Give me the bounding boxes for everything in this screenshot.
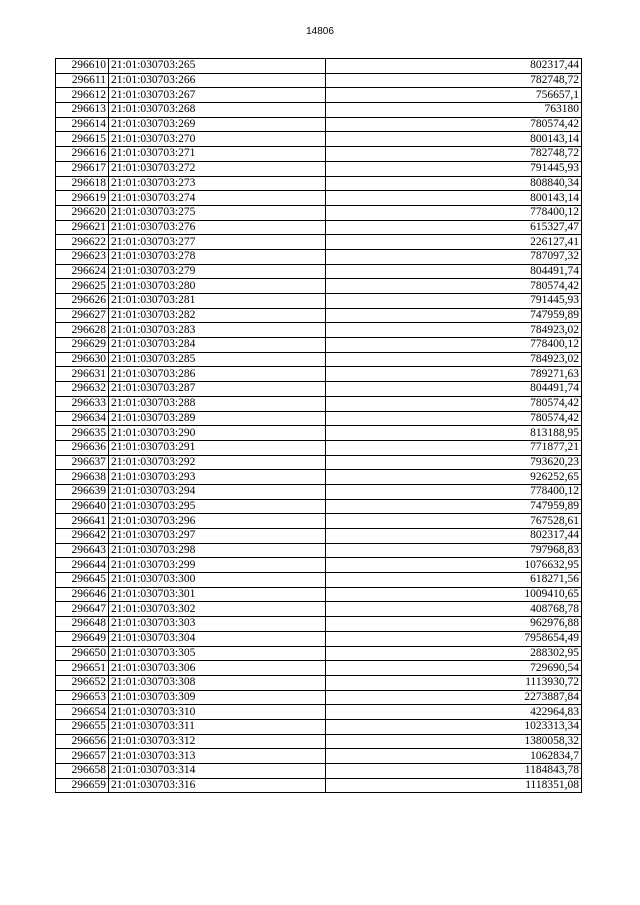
row-number-cell: 296617 — [56, 161, 109, 176]
table-row — [56, 675, 582, 690]
cadastral-value-cell: 763180 — [326, 103, 582, 118]
row-number-cell: 296638 — [56, 470, 109, 485]
table-row — [56, 602, 582, 617]
cadastral-value-cell: 804491,74 — [326, 264, 582, 279]
cadastral-number-cell: 21:01:030703:284 — [109, 338, 326, 353]
cadastral-value-cell: 780574,42 — [326, 117, 582, 132]
cadastral-value-cell: 408768,78 — [326, 602, 582, 617]
cadastral-value-cell: 780574,42 — [326, 396, 582, 411]
row-number-cell: 296657 — [56, 749, 109, 764]
cadastral-number-cell: 21:01:030703:285 — [109, 352, 326, 367]
cadastral-number-cell: 21:01:030703:279 — [109, 264, 326, 279]
table-row — [56, 764, 582, 779]
row-number-cell: 296628 — [56, 323, 109, 338]
table-row — [56, 220, 582, 235]
row-number-cell: 296633 — [56, 396, 109, 411]
table-row — [56, 235, 582, 250]
cadastral-number-cell: 21:01:030703:304 — [109, 631, 326, 646]
row-number-cell: 296630 — [56, 352, 109, 367]
cadastral-value-cell: 802317,44 — [326, 59, 582, 74]
row-number-cell: 296645 — [56, 573, 109, 588]
cadastral-value-cell: 288302,95 — [326, 646, 582, 661]
cadastral-number-cell: 21:01:030703:288 — [109, 396, 326, 411]
cadastral-number-cell: 21:01:030703:299 — [109, 558, 326, 573]
row-number-cell: 296635 — [56, 426, 109, 441]
cadastral-value-cell: 813188,95 — [326, 426, 582, 441]
cadastral-value-cell: 784923,02 — [326, 323, 582, 338]
table-row — [56, 543, 582, 558]
row-number-cell: 296623 — [56, 249, 109, 264]
cadastral-number-cell: 21:01:030703:278 — [109, 249, 326, 264]
row-number-cell: 296636 — [56, 440, 109, 455]
cadastral-number-cell: 21:01:030703:296 — [109, 514, 326, 529]
table-row — [56, 205, 582, 220]
row-number-cell: 296647 — [56, 602, 109, 617]
cadastral-number-cell: 21:01:030703:305 — [109, 646, 326, 661]
row-number-cell: 296634 — [56, 411, 109, 426]
table-row — [56, 470, 582, 485]
cadastral-value-cell: 793620,23 — [326, 455, 582, 470]
row-number-cell: 296612 — [56, 88, 109, 103]
cadastral-value-cell: 756657,1 — [326, 88, 582, 103]
cadastral-number-cell: 21:01:030703:287 — [109, 382, 326, 397]
cadastral-number-cell: 21:01:030703:300 — [109, 573, 326, 588]
cadastral-number-cell: 21:01:030703:274 — [109, 191, 326, 206]
table-row — [56, 514, 582, 529]
row-number-cell: 296650 — [56, 646, 109, 661]
table-row — [56, 778, 582, 793]
cadastral-number-cell: 21:01:030703:273 — [109, 176, 326, 191]
table-row — [56, 308, 582, 323]
row-number-cell: 296610 — [56, 59, 109, 74]
cadastral-value-cell: 780574,42 — [326, 411, 582, 426]
cadastral-value-cell: 618271,56 — [326, 573, 582, 588]
cadastral-value-cell: 7958654,49 — [326, 631, 582, 646]
row-number-cell: 296659 — [56, 778, 109, 793]
row-number-cell: 296613 — [56, 103, 109, 118]
table-row — [56, 382, 582, 397]
row-number-cell: 296653 — [56, 690, 109, 705]
table-row — [56, 176, 582, 191]
row-number-cell: 296614 — [56, 117, 109, 132]
table-row — [56, 323, 582, 338]
row-number-cell: 296618 — [56, 176, 109, 191]
row-number-cell: 296640 — [56, 499, 109, 514]
cadastral-value-cell: 800143,14 — [326, 132, 582, 147]
table-row — [56, 646, 582, 661]
table-row — [56, 103, 582, 118]
row-number-cell: 296654 — [56, 705, 109, 720]
cadastral-number-cell: 21:01:030703:290 — [109, 426, 326, 441]
table-row — [56, 191, 582, 206]
cadastral-number-cell: 21:01:030703:316 — [109, 778, 326, 793]
row-number-cell: 296648 — [56, 617, 109, 632]
cadastral-number-cell: 21:01:030703:268 — [109, 103, 326, 118]
cadastral-value-cell: 797968,83 — [326, 543, 582, 558]
cadastral-number-cell: 21:01:030703:303 — [109, 617, 326, 632]
row-number-cell: 296629 — [56, 338, 109, 353]
row-number-cell: 296642 — [56, 529, 109, 544]
table-row — [56, 617, 582, 632]
cadastral-number-cell: 21:01:030703:293 — [109, 470, 326, 485]
cadastral-value-cell: 1062834,7 — [326, 749, 582, 764]
cadastral-number-cell: 21:01:030703:282 — [109, 308, 326, 323]
page-number: 14806 — [306, 26, 334, 37]
row-number-cell: 296646 — [56, 587, 109, 602]
row-number-cell: 296643 — [56, 543, 109, 558]
cadastral-number-cell: 21:01:030703:306 — [109, 661, 326, 676]
row-number-cell: 296639 — [56, 484, 109, 499]
cadastral-value-cell: 804491,74 — [326, 382, 582, 397]
table-row — [56, 249, 582, 264]
cadastral-number-cell: 21:01:030703:294 — [109, 484, 326, 499]
table-row — [56, 719, 582, 734]
table-row — [56, 587, 582, 602]
cadastral-number-cell: 21:01:030703:280 — [109, 279, 326, 294]
row-number-cell: 296651 — [56, 661, 109, 676]
cadastral-value-cell: 800143,14 — [326, 191, 582, 206]
cadastral-value-cell: 1023313,34 — [326, 719, 582, 734]
cadastral-value-cell: 784923,02 — [326, 352, 582, 367]
cadastral-value-cell: 789271,63 — [326, 367, 582, 382]
cadastral-number-cell: 21:01:030703:270 — [109, 132, 326, 147]
cadastral-number-cell: 21:01:030703:281 — [109, 294, 326, 309]
cadastral-number-cell: 21:01:030703:314 — [109, 764, 326, 779]
cadastral-value-cell: 1076632,95 — [326, 558, 582, 573]
table-row — [56, 264, 582, 279]
row-number-cell: 296652 — [56, 675, 109, 690]
cadastral-number-cell: 21:01:030703:265 — [109, 59, 326, 74]
table-row — [56, 132, 582, 147]
row-number-cell: 296625 — [56, 279, 109, 294]
table-row — [56, 690, 582, 705]
table-row — [56, 88, 582, 103]
cadastral-value-cell: 1118351,08 — [326, 778, 582, 793]
table-row — [56, 499, 582, 514]
cadastral-value-cell: 787097,32 — [326, 249, 582, 264]
cadastral-value-cell: 1009410,65 — [326, 587, 582, 602]
cadastral-value-cell: 780574,42 — [326, 279, 582, 294]
cadastral-number-cell: 21:01:030703:292 — [109, 455, 326, 470]
row-number-cell: 296622 — [56, 235, 109, 250]
cadastral-number-cell: 21:01:030703:286 — [109, 367, 326, 382]
row-number-cell: 296621 — [56, 220, 109, 235]
cadastral-number-cell: 21:01:030703:311 — [109, 719, 326, 734]
table-row — [56, 147, 582, 162]
cadastral-value-cell: 422964,83 — [326, 705, 582, 720]
table-row — [56, 455, 582, 470]
table-row — [56, 338, 582, 353]
cadastral-number-cell: 21:01:030703:302 — [109, 602, 326, 617]
table-row — [56, 631, 582, 646]
cadastral-value-cell: 962976,88 — [326, 617, 582, 632]
table-row — [56, 529, 582, 544]
cadastral-value-cell: 926252,65 — [326, 470, 582, 485]
cadastral-number-cell: 21:01:030703:312 — [109, 734, 326, 749]
table-row — [56, 396, 582, 411]
cadastral-number-cell: 21:01:030703:291 — [109, 440, 326, 455]
cadastral-value-cell: 1380058,32 — [326, 734, 582, 749]
cadastral-number-cell: 21:01:030703:308 — [109, 675, 326, 690]
cadastral-number-cell: 21:01:030703:276 — [109, 220, 326, 235]
row-number-cell: 296611 — [56, 73, 109, 88]
cadastral-number-cell: 21:01:030703:313 — [109, 749, 326, 764]
cadastral-number-cell: 21:01:030703:298 — [109, 543, 326, 558]
table-row — [56, 558, 582, 573]
row-number-cell: 296658 — [56, 764, 109, 779]
cadastral-value-cell: 747959,89 — [326, 308, 582, 323]
table-row — [56, 426, 582, 441]
cadastral-number-cell: 21:01:030703:295 — [109, 499, 326, 514]
table-row — [56, 73, 582, 88]
row-number-cell: 296655 — [56, 719, 109, 734]
table-row — [56, 440, 582, 455]
row-number-cell: 296641 — [56, 514, 109, 529]
cadastral-number-cell: 21:01:030703:283 — [109, 323, 326, 338]
cadastral-value-cell: 226127,41 — [326, 235, 582, 250]
cadastral-value-cell: 778400,12 — [326, 338, 582, 353]
cadastral-number-cell: 21:01:030703:301 — [109, 587, 326, 602]
table-row — [56, 352, 582, 367]
table-row — [56, 294, 582, 309]
cadastral-value-cell: 782748,72 — [326, 147, 582, 162]
row-number-cell: 296626 — [56, 294, 109, 309]
cadastral-value-cell: 808840,34 — [326, 176, 582, 191]
cadastral-number-cell: 21:01:030703:271 — [109, 147, 326, 162]
table-row — [56, 411, 582, 426]
cadastral-value-cell: 615327,47 — [326, 220, 582, 235]
table-row — [56, 279, 582, 294]
row-number-cell: 296656 — [56, 734, 109, 749]
table-row — [56, 705, 582, 720]
table-row — [56, 117, 582, 132]
table-body — [56, 59, 582, 793]
cadastral-number-cell: 21:01:030703:310 — [109, 705, 326, 720]
row-number-cell: 296624 — [56, 264, 109, 279]
cadastral-number-cell: 21:01:030703:297 — [109, 529, 326, 544]
cadastral-value-cell: 782748,72 — [326, 73, 582, 88]
cadastral-value-cell: 778400,12 — [326, 484, 582, 499]
row-number-cell: 296627 — [56, 308, 109, 323]
cadastral-number-cell: 21:01:030703:277 — [109, 235, 326, 250]
cadastral-value-cell: 1184843,78 — [326, 764, 582, 779]
cadastral-value-cell: 791445,93 — [326, 294, 582, 309]
table-row — [56, 484, 582, 499]
row-number-cell: 296644 — [56, 558, 109, 573]
cadastral-value-cell: 2273887,84 — [326, 690, 582, 705]
table-row — [56, 59, 582, 74]
cadastral-value-cell: 778400,12 — [326, 205, 582, 220]
table-row — [56, 161, 582, 176]
cadastral-value-cell: 747959,89 — [326, 499, 582, 514]
cadastral-value-cell: 1113930,72 — [326, 675, 582, 690]
row-number-cell: 296631 — [56, 367, 109, 382]
table-row — [56, 734, 582, 749]
cadastral-value-cell: 802317,44 — [326, 529, 582, 544]
row-number-cell: 296620 — [56, 205, 109, 220]
cadastral-number-cell: 21:01:030703:269 — [109, 117, 326, 132]
table-row — [56, 367, 582, 382]
cadastral-value-cell: 729690,54 — [326, 661, 582, 676]
table-row — [56, 749, 582, 764]
cadastral-number-cell: 21:01:030703:266 — [109, 73, 326, 88]
cadastral-value-table — [55, 58, 582, 793]
cadastral-value-cell: 771877,21 — [326, 440, 582, 455]
row-number-cell: 296616 — [56, 147, 109, 162]
cadastral-number-cell: 21:01:030703:309 — [109, 690, 326, 705]
cadastral-value-cell: 791445,93 — [326, 161, 582, 176]
table-row — [56, 661, 582, 676]
row-number-cell: 296637 — [56, 455, 109, 470]
cadastral-number-cell: 21:01:030703:272 — [109, 161, 326, 176]
row-number-cell: 296649 — [56, 631, 109, 646]
cadastral-value-cell: 767528,61 — [326, 514, 582, 529]
cadastral-number-cell: 21:01:030703:275 — [109, 205, 326, 220]
row-number-cell: 296615 — [56, 132, 109, 147]
cadastral-number-cell: 21:01:030703:289 — [109, 411, 326, 426]
table-row — [56, 573, 582, 588]
row-number-cell: 296619 — [56, 191, 109, 206]
row-number-cell: 296632 — [56, 382, 109, 397]
cadastral-number-cell: 21:01:030703:267 — [109, 88, 326, 103]
